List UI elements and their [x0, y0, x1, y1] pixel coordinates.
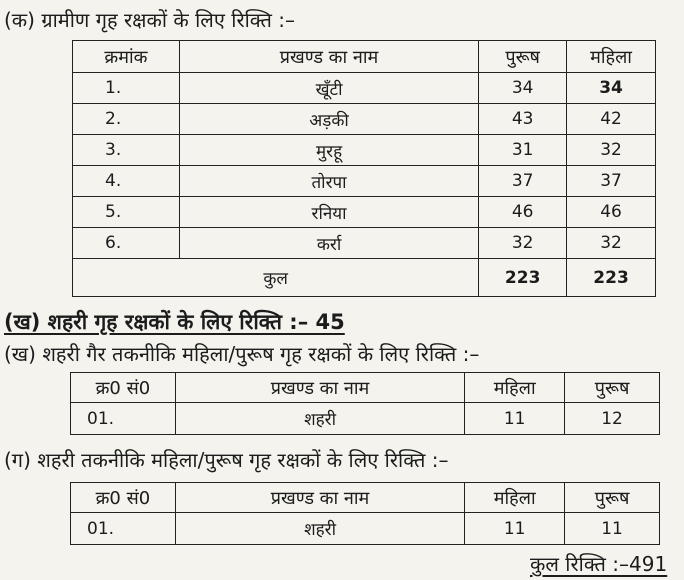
cell-female: 32	[567, 135, 656, 166]
cell-serial: 6.	[73, 228, 180, 259]
col-header-male: पुरूष	[565, 483, 660, 513]
table-row	[73, 135, 656, 166]
cell-serial: 2.	[73, 104, 180, 135]
section-a-heading: (क) ग्रामीण गृह रक्षकों के लिए रिक्ति :–	[4, 8, 296, 32]
total-row	[73, 259, 656, 297]
cell-serial: 5.	[73, 197, 180, 228]
total-label: कुल	[73, 259, 479, 297]
table-row	[73, 104, 656, 135]
cell-male: 37	[479, 166, 567, 197]
cell-serial: 3.	[73, 135, 180, 166]
cell-female: 11	[465, 403, 565, 435]
cell-female: 37	[567, 166, 656, 197]
table-header-row	[71, 483, 660, 513]
table-header-row	[71, 373, 660, 403]
cell-male: 43	[479, 104, 567, 135]
table-row	[71, 513, 660, 545]
section-b-subheading: (ख) शहरी गैर तकनीकि महिला/पुरूष गृह रक्षकों के लिए रिक्ति :–	[4, 342, 480, 366]
cell-block: अड़की	[179, 104, 478, 135]
table-header-row	[73, 41, 656, 73]
col-header-block-name: प्रखण्ड का नाम	[179, 41, 478, 73]
cell-male: 31	[479, 135, 567, 166]
urban-nontech-table	[70, 372, 660, 435]
table-row	[73, 166, 656, 197]
cell-male: 34	[479, 73, 567, 104]
col-header-serial: क्र0 सं0	[71, 373, 176, 403]
urban-tech-table	[70, 482, 660, 545]
grand-total: कुल रिक्ति :–491	[530, 552, 668, 576]
col-header-female: महिला	[465, 483, 565, 513]
cell-block: खूँटी	[179, 73, 478, 104]
rural-vacancy-table	[72, 40, 656, 297]
cell-block: तोरपा	[179, 166, 478, 197]
col-header-serial: क्रमांक	[73, 41, 180, 73]
section-b-heading: (ख) शहरी गृह रक्षकों के लिए रिक्ति :– 45	[4, 310, 345, 334]
cell-block: मुरहू	[179, 135, 478, 166]
table-row	[73, 197, 656, 228]
section-c-heading: (ग) शहरी तकनीकि महिला/पुरूष गृह रक्षकों के लिए रिक्ति :–	[4, 448, 449, 472]
cell-male: 46	[479, 197, 567, 228]
cell-block: शहरी	[175, 513, 464, 545]
cell-serial: 01.	[71, 513, 176, 545]
cell-block: कर्रा	[179, 228, 478, 259]
total-male: 223	[479, 259, 567, 297]
col-header-block-name: प्रखण्ड का नाम	[175, 483, 464, 513]
table-row	[71, 403, 660, 435]
cell-block: शहरी	[175, 403, 464, 435]
cell-block: रनिया	[179, 197, 478, 228]
cell-male: 32	[479, 228, 567, 259]
total-female: 223	[567, 259, 656, 297]
col-header-male: पुरूष	[479, 41, 567, 73]
col-header-female: महिला	[465, 373, 565, 403]
cell-female: 34	[567, 73, 656, 104]
cell-male: 12	[565, 403, 660, 435]
col-header-male: पुरूष	[565, 373, 660, 403]
cell-serial: 1.	[73, 73, 180, 104]
cell-female: 11	[465, 513, 565, 545]
table-row	[73, 228, 656, 259]
col-header-block-name: प्रखण्ड का नाम	[175, 373, 464, 403]
cell-male: 11	[565, 513, 660, 545]
col-header-serial: क्र0 सं0	[71, 483, 176, 513]
cell-female: 32	[567, 228, 656, 259]
table-row	[73, 73, 656, 104]
cell-serial: 01.	[71, 403, 176, 435]
cell-female: 46	[567, 197, 656, 228]
cell-serial: 4.	[73, 166, 180, 197]
col-header-female: महिला	[567, 41, 656, 73]
cell-female: 42	[567, 104, 656, 135]
